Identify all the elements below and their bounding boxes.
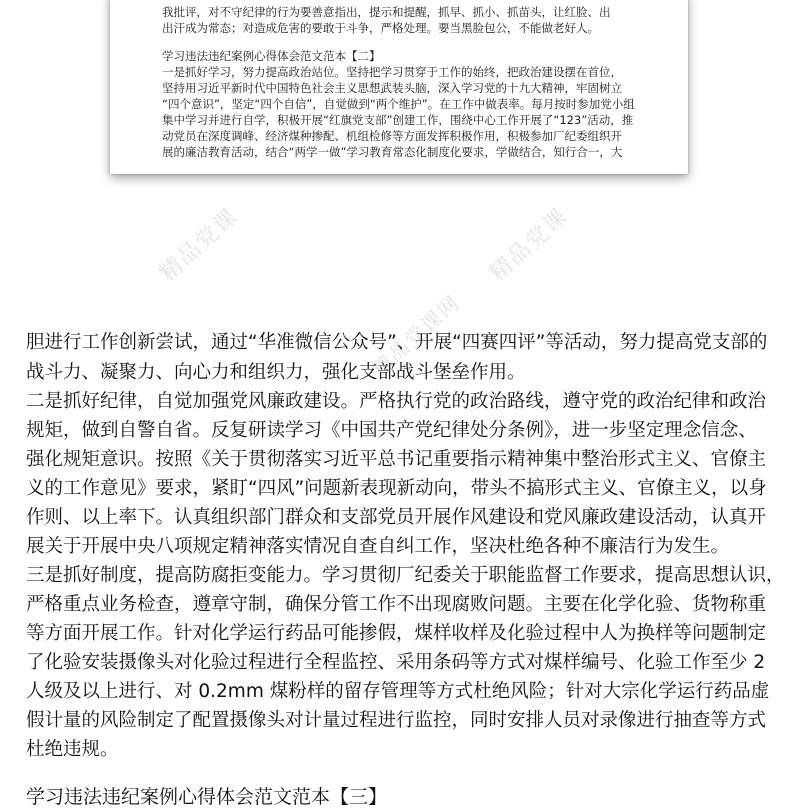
preview-line: 集中学习并进行自学，积极开展“红旗党支部”创建工作，围绕中心工作开展了“123”活动，推: [162, 113, 634, 127]
body-line: 展关于开展中央八项规定精神落实情况自查自纠工作，坚决杜绝各种不廉洁行为发生。: [26, 536, 730, 557]
document-preview-card: [110, 0, 688, 174]
body-line: 义的工作意见》要求，紧盯“四风”问题新表现新动向，带头不搞形式主义、官僚主义，以身: [26, 478, 767, 499]
body-line: 假计量的风险制定了配置摄像头对计量过程进行监控，同时安排人员对录像进行抽查等方式: [26, 710, 767, 731]
watermark-text: 精品党课网: [367, 289, 465, 382]
body-line: 人级及以上进行、对 0.2mm 煤粉样的留存管理等方式杜绝风险；针对大宗化学运行药品虚: [26, 681, 770, 702]
body-line: 规矩，做到自警自省。反复研读学习《中国共产党纪律处分条例》，进一步坚定理念信念、: [26, 420, 757, 441]
body-line: 三是抓好制度，提高防腐拒变能力。学习贯彻厂纪委关于职能监督工作要求，提高思想认识，: [26, 565, 785, 586]
body-line: 胆进行工作创新尝试，通过“华准微信公众号”、开展“四赛四评”等活动，努力提高党支部的: [26, 332, 768, 353]
body-line: 二是抓好纪律，自觉加强党风廉政建设。严格执行党的政治路线，遵守党的政治纪律和政治: [26, 391, 767, 412]
body-line: 杜绝违规。: [26, 739, 119, 760]
preview-line: 动党员在深度调峰、经济煤种掺配、机组检修等方面发挥积极作用，积极参加厂纪委组织开: [162, 129, 622, 143]
body-line: 了化验安装摄像头对化验过程进行全程监控、采用条码等方式对煤样编号、化验工作至少 2: [26, 652, 766, 673]
preview-line: 我批评，对不守纪律的行为要善意指出，提示和提醒，抓早、抓小、抓苗头，让红脸、出: [162, 5, 611, 19]
preview-line: “四个意识”，坚定“四个自信”，自觉做到“两个维护”。在工作中做表率。每月按时参加党小组: [162, 97, 635, 111]
watermark-text: 精品党课: [155, 203, 244, 287]
body-line: 作则、以上率下。认真组织部门群众和支部党员开展作风建设和党风廉政建设活动，认真开: [26, 507, 767, 528]
body-line: 战斗力、凝聚力、向心力和组织力，强化支部战斗堡垒作用。: [26, 362, 526, 383]
section-heading: 学习违法违纪案例心得体会范文范本【三】: [26, 786, 388, 808]
watermark-text: 精品党课: [485, 203, 574, 287]
preview-line: 展的廉洁教育活动，结合“两学一做”学习教育常态化制度化要求，学做结合，知行合一，大: [162, 145, 623, 159]
preview-line: 一是抓好学习，努力提高政治站位。坚持把学习贯穿于工作的始终，把政治建设摆在首位，: [162, 65, 622, 79]
preview-section-title: 学习违法违纪案例心得体会范文范本【二】: [162, 49, 381, 63]
body-line: 等方面开展工作。针对化学运行药品可能掺假，煤样收样及化验过程中人为换样等问题制定: [26, 623, 767, 644]
preview-line: 坚持用习近平新时代中国特色社会主义思想武装头脑，深入学习党的十九大精神，牢固树立: [162, 81, 622, 95]
body-line: 严格重点业务检查，遵章守制，确保分管工作不出现腐败问题。主要在化学化验、货物称重: [26, 594, 767, 615]
body-line: 强化规矩意识。按照《关于贯彻落实习近平总书记重要指示精神集中整治形式主义、官僚主: [26, 449, 767, 470]
preview-line: 出汗成为常态；对造成危害的要敢于斗争，严格处理。要当黑脸包公，不能做老好人。: [162, 21, 599, 35]
